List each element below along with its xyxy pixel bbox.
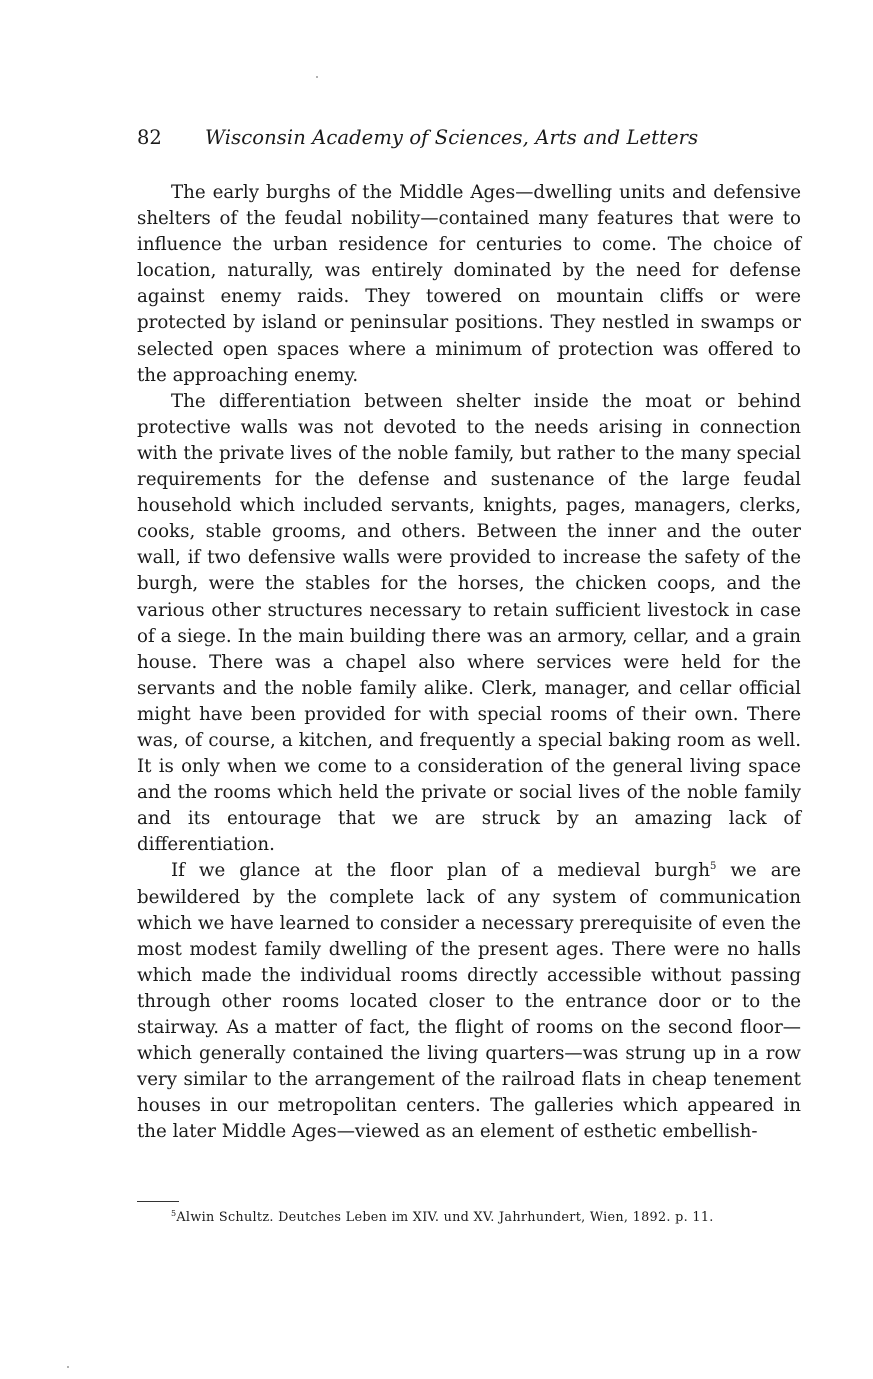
footnote	[137, 1208, 801, 1227]
paragraph: The differentiation between shelter inside the moat or behind protective walls was not devoted to the needs arising in connection with the private lives of the noble family, but rather to the many special requirements for the defense and sustenance of the large feudal household which included servants, knights, pages, managers, clerks, cooks, stable grooms, and others. Between the inner and the outer wall, if two defensive walls were provided to increase the safety of the burgh, were the stables for the horses, the chicken coops, and the various other structures necessary to retain sufficient livestock in case of a siege. In the main building there was an armory, cellar, and a grain house. There was a chapel also where services were held for the servants and the noble family alike. Clerk, manager, and cellar official might have been provided for with special rooms of their own. There was, of course, a kitchen, and frequently a special baking room as well. It is only when we come to a consideration of the general living space and the rooms which held the private or social lives of the noble family and its entourage that we are struck by an amazing lack of differentiation.	[137, 390, 801, 856]
footnote-reference[interactable]: 5	[709, 861, 717, 873]
paragraph-text: we are bewildered by the complete lack of any system of communication which we have learned to consider a necessary prerequisite of even the most modest family dwelling of the present ages. There were no halls which made the individual rooms directly accessible without passing through other rooms located closer to the entrance door or to the stairway. As a matter of fact, the flight of rooms on the second floor—which generally contained the living quarters—was strung up in a row very similar to the arrangement of the railroad flats in cheap tenement houses in our metropolitan centers. The galleries which appeared in the later Middle Ages—viewed as an element of esthetic embellish-	[137, 860, 801, 1143]
body-text	[137, 180, 801, 1145]
paragraph-text: If we glance at the floor plan of a medieval burgh	[171, 860, 710, 882]
footnote-divider	[137, 1201, 179, 1202]
footnote-mark: 5	[171, 1209, 177, 1218]
journal-title: Wisconsin Academy of Sciences, Arts and Letters	[205, 126, 699, 149]
paragraph	[137, 858, 801, 1145]
page-number: 82	[137, 126, 162, 149]
running-head	[137, 126, 801, 156]
paragraph: The early burghs of the Middle Ages—dwelling units and defensive shelters of the feudal nobility—contained many features that were to influence the urban residence for centuries to come. The choice of location, naturally, was entirely dominated by the need for defense against enemy raids. They towered on mountain cliffs or were protected by island or peninsular positions. They nestled in swamps or selected open spaces where a minimum of protection was offered to the approaching enemy.	[137, 182, 801, 386]
paper-speck	[67, 1366, 69, 1368]
footnote-text: Alwin Schultz. Deutches Leben im XIV. und XV. Jahrhundert, Wien, 1892. p. 11.	[176, 1210, 714, 1225]
paper-speck	[316, 76, 318, 78]
